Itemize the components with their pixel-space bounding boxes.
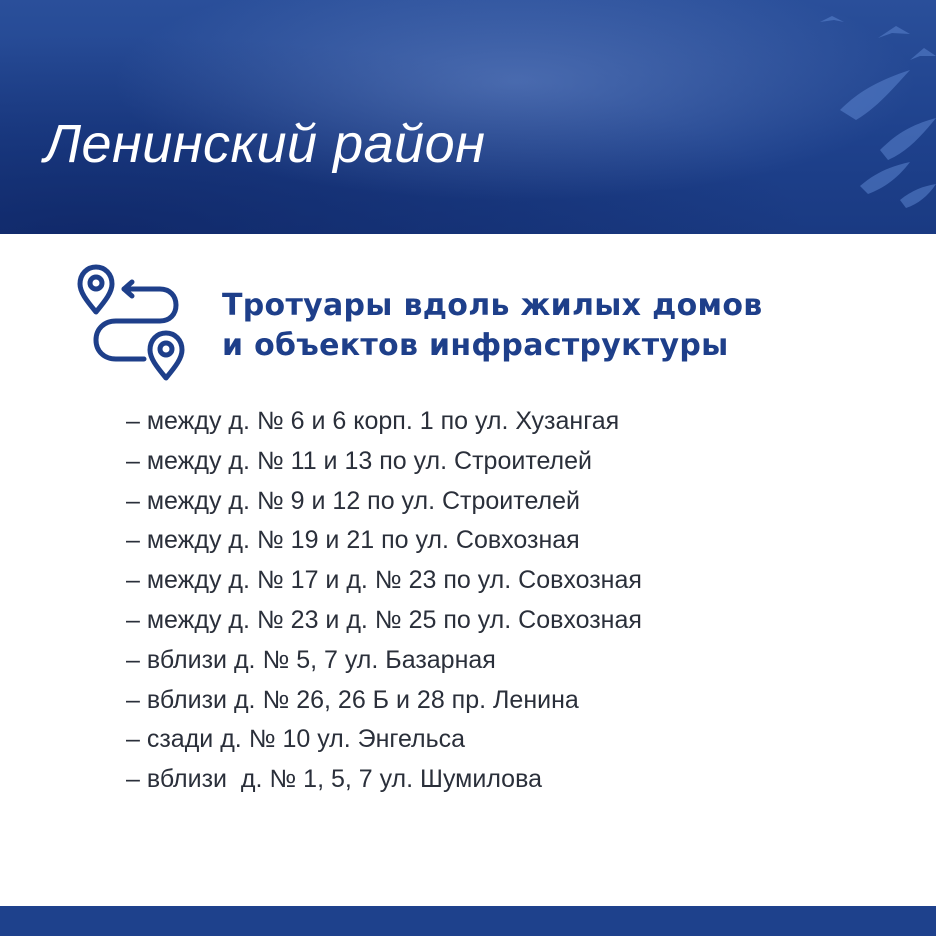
list-item: – сзади д. № 10 ул. Энгельса [126, 725, 466, 754]
list-item: – между д. № 6 и 6 корп. 1 по ул. Хузангая [126, 407, 620, 435]
section-title-line-2: и объектов инфраструктуры [222, 328, 729, 363]
birds-decoration-icon [760, 0, 936, 234]
list-item: – между д. № 19 и 21 по ул. Совхозная [126, 526, 580, 555]
header-banner [0, 0, 936, 234]
list-item: – между д. № 9 и 12 по ул. Строителей [126, 486, 580, 515]
sidewalk-list [126, 402, 642, 800]
list-item: – между д. № 11 и 13 по ул. Строителей [126, 446, 593, 475]
list-item: – между д. № 17 и д. № 23 по ул. Совхозная [126, 566, 642, 595]
list-item: – вблизи д. № 5, 7 ул. Базарная [126, 645, 496, 674]
route-map-pins-icon [74, 260, 194, 384]
section-title-line-1: Тротуары вдоль жилых домов [222, 288, 763, 323]
footer-band [0, 906, 936, 936]
list-item: – между д. № 23 и д. № 25 по ул. Совхозная [126, 605, 642, 634]
list-item: – вблизи д. № 1, 5, 7 ул. Шумилова [126, 765, 542, 794]
list-item: – вблизи д. № 26, 26 Б и 28 пр. Ленина [126, 685, 579, 714]
section-title [222, 286, 763, 366]
page-title: Ленинский район [44, 114, 486, 174]
